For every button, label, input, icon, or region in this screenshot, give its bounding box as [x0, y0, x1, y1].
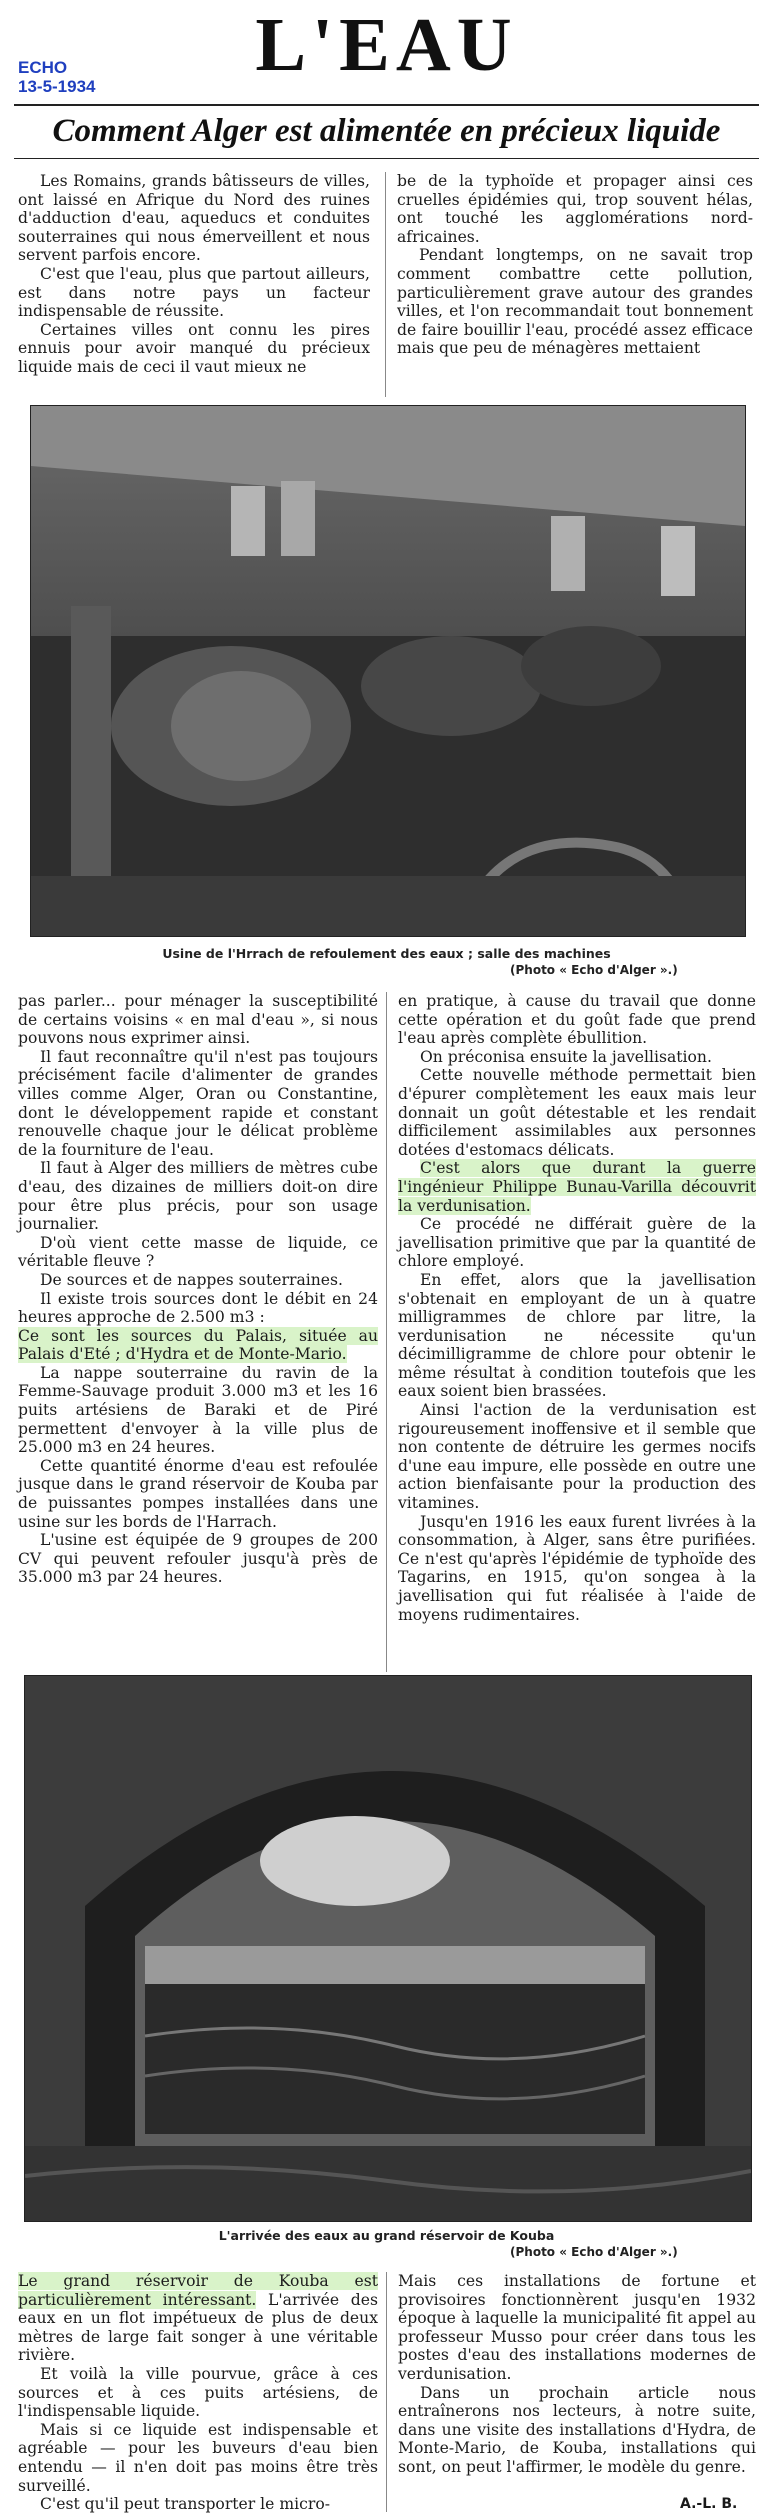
paragraph: C'est qu'il peut transporter le micro- [40, 2495, 330, 2514]
paragraph: La nappe souterraine du ravin de la Femme-Sauvage produit 3.000 m3 et les 16 puits artésiens de Baraki et de Piré permettent d'envoyer à la ville plus de 25.000 m3 en 24 heures. [18, 1363, 378, 1457]
paragraph: Ce procédé ne différait guère de la javellisation primitive que par la quantité de chlore employé. [398, 1215, 756, 1271]
paragraph-continuation: L'arrivée des eaux en un flot impétueux de plus de deux mètres de large fait songer à une véritable rivière. [18, 2290, 378, 2365]
middle-right-column [398, 992, 756, 1624]
paragraph: Les Romains, grands bâtisseurs de villes, ont laissé en Afrique du Nord des ruines d'adduction d'eau, aqueducs et conduites souterraines qui nous émerveillent et nous servent parfois encore. [18, 172, 370, 265]
photo1-credit: (Photo « Echo d'Alger ».) [510, 963, 678, 977]
kouba-reservoir-photo [24, 1675, 752, 2222]
paragraph: Il faut à Alger des milliers de mètres cube d'eau, des dizaines de milliers doit-on dire pour être plus précis, pour son usage journalier. [18, 1159, 378, 1234]
subtitle-rule [14, 158, 759, 159]
intro-right-column [397, 172, 753, 358]
paragraph: L'usine est équipée de 9 groupes de 200 CV qui peuvent refouler jusqu'à près de 35.000 m3 par 24 heures. [18, 1531, 378, 1587]
paragraph: En effet, alors que la javellisation s'obtenait en employant de un à quatre milligrammes de chlore par litre, la verdunisation ne nécessite qu'un décimilligramme de chlore pour obtenir le même résultat à condition toutefois que les eaux soient bien brassées. [398, 1270, 756, 1401]
highlighted-verdunisation: C'est alors que durant la guerre l'ingénieur Philippe Bunau-Varilla découvrit la verdunisation. [398, 1159, 756, 1215]
paragraph: Dans un prochain article nous entraînerons nos lecteurs, à notre suite, dans une visite des installations d'Hydra, de Monte-Mario, de Kouba, installations qui sont, on peut l'affirmer, le modèle du genre. [398, 2383, 756, 2476]
paragraph: Il faut reconnaître qu'il n'est pas toujours précisément facile d'alimenter de grandes villes comme Alger, Oran ou Constantine, dont le développement rapide et constant renouvelle chaque jour le délicat problème de la fourniture de l'eau. [18, 1047, 378, 1159]
photo2-credit: (Photo « Echo d'Alger ».) [510, 2245, 678, 2259]
paragraph: Cette nouvelle méthode permettait bien d'épurer complètement les eaux mais leur donnait un goût détestable et les rendait difficilement assimilables aux personnes dotées d'estomacs délicats. [398, 1066, 756, 1159]
paragraph: Cette quantité énorme d'eau est refoulée jusque dans le grand réservoir de Kouba par de puissantes pompes installées dans une usine sur les bords de l'Harrach. [18, 1456, 378, 1531]
title-rule [14, 104, 759, 106]
paragraph: be de la typhoïde et propager ainsi ces cruelles épidémies qui, trop souvent hélas, ont touché les agglomérations nord-africaines. [397, 172, 753, 246]
column-divider [385, 172, 386, 397]
paragraph: Mais ces installations de fortune et provisoires fonctionnèrent jusqu'en 1932 époque à laquelle la municipalité fit appel au professeur Musso pour créer dans tous les postes d'eau des installations modernes de verdunisation. [398, 2272, 756, 2383]
paragraph: Jusqu'en 1916 les eaux furent livrées à la consommation, à Alger, sans être purifiées. Ce n'est qu'après l'épidémie de typhoïde des Tagarins, en 1915, qu'on songea à la javellisation qui fut réalisée à l'aide de moyens rudimentaires. [398, 1512, 756, 1624]
machine-room-illustration [31, 406, 745, 936]
paragraph: Il existe trois sources dont le débit en 24 heures approche de 2.500 m3 : [18, 1289, 378, 1327]
paragraph: D'où vient cette masse de liquide, ce véritable fleuve ? [18, 1233, 378, 1271]
machine-room-photo [30, 405, 746, 937]
paragraph: De sources et de nappes souterraines. [40, 1270, 343, 1289]
middle-left-column [18, 992, 378, 1587]
reservoir-illustration [25, 1676, 751, 2221]
author-signature: A.-L. B. [680, 2496, 738, 2512]
paragraph: C'est que l'eau, plus que partout ailleurs, est dans notre pays un facteur indispensable de réussite. [18, 264, 370, 321]
bottom-left-column [18, 2272, 378, 2514]
paragraph: en pratique, à cause du travail que donne cette opération et du goût fade que prend l'eau après complète ébullition. [398, 992, 756, 1048]
paragraph: Certaines villes ont connu les pires ennuis pour avoir manqué du précieux liquide mais de ceci il vaut mieux ne [18, 320, 370, 376]
photo2-caption: L'arrivée des eaux au grand réservoir de Kouba [218, 2228, 555, 2243]
highlighted-sources: Ce sont les sources du Palais, située au Palais d'Eté ; d'Hydra et de Monte-Mario. [18, 1326, 378, 1364]
column-divider [386, 992, 387, 1672]
intro-left-column [18, 172, 370, 377]
column-divider [386, 2272, 387, 2512]
paragraph: Pendant longtemps, on ne savait trop comment combattre cette pollution, particulièrement grave autour des grandes villes, et l'on recommandait tout bonnement de faire bouillir l'eau, procédé assez efficace mais que peu de ménagères mettaient [397, 246, 753, 358]
article-subtitle: Comment Alger est alimentée en précieux liquide [52, 113, 721, 149]
stamp-date: 13-5-1934 [18, 77, 96, 96]
paragraph: pas parler... pour ménager la susceptibilité de certains voisins « en mal d'eau », si nous pouvons nous exprimer ainsi. [18, 992, 378, 1048]
paragraph: Mais si ce liquide est indispensable et agréable — pour les buveurs d'eau bien entendu — il n'en doit pas moins être très surveillé. [18, 2420, 378, 2495]
article-title: L'EAU [255, 3, 518, 87]
stamp-paper: ECHO [18, 58, 68, 77]
paragraph: Et voilà la ville pourvue, grâce à ces sources et à ces puits artésiens, de l'indispensable liquide. [18, 2364, 378, 2421]
bottom-right-column [398, 2272, 756, 2477]
highlighted-kouba: Le grand réservoir de Kouba est particulièrement intéressant. [18, 2272, 378, 2309]
photo1-caption: Usine de l'Hrrach de refoulement des eaux ; salle des machines [162, 946, 611, 961]
paragraph: On préconisa ensuite la javellisation. [420, 1047, 712, 1066]
paragraph: Ainsi l'action de la verdunisation est rigoureusement inoffensive et il semble que non contente de détruire les germes nocifs d'une eau impure, elle possède en outre une action bienfaisante pour la production des vitamines. [398, 1401, 756, 1513]
